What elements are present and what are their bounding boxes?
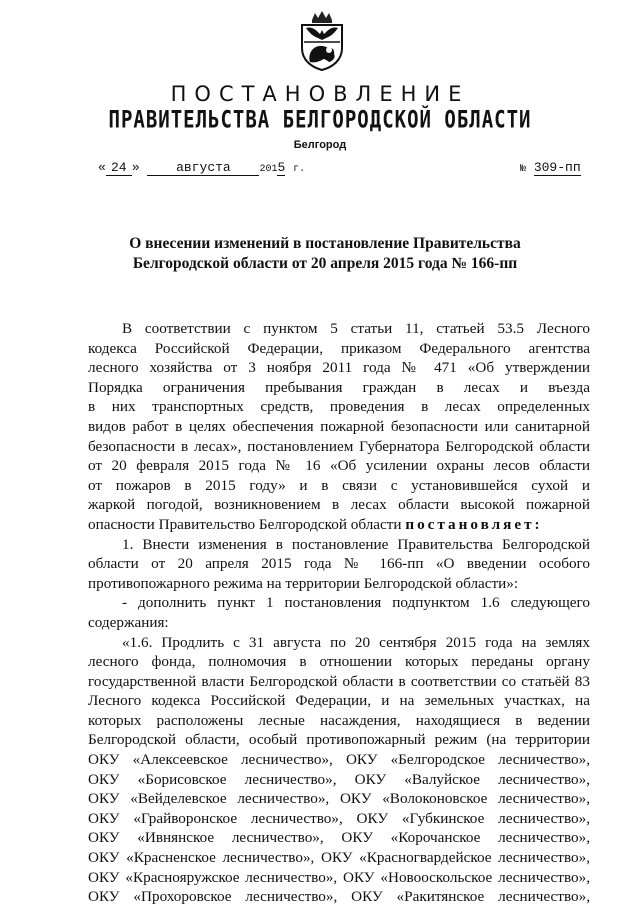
document-heading bbox=[60, 234, 590, 274]
body-line: безопасности в лесах», постановлением Губернатора Белгородской области bbox=[88, 437, 590, 455]
body-line: - дополнить пункт 1 постановления подпунктом 1.6 следующего bbox=[122, 594, 590, 612]
body-line: жаркой погодой, возникновением в лесах области высокой пожарной bbox=[88, 496, 590, 514]
date-year-prefix: 201 bbox=[259, 164, 278, 175]
body-line: В соответствии с пунктом 5 статьи 11, статьей 53.5 Лесного bbox=[122, 320, 590, 337]
body-line: в них транспортных средств, проведения в лесах определенных bbox=[88, 398, 590, 416]
heading-line-1: О внесении изменений в постановление Правительства bbox=[129, 235, 521, 252]
body-line: Лесного кодекса Российской Федерации, и на земельных участках, на bbox=[88, 692, 590, 710]
body-line: ОКУ «Красненское лесничество», ОКУ «Красногвардейское лесничество», bbox=[88, 849, 590, 867]
coat-of-arms-emblem-icon bbox=[298, 10, 346, 72]
body-line: ОКУ «Ивнянское лесничество», ОКУ «Корочанское лесничество», bbox=[88, 829, 590, 847]
body-line: от 20 февраля 2015 года № 16 «Об усилении охраны лесов области bbox=[88, 457, 590, 475]
document-number bbox=[520, 160, 581, 176]
body-line-text: опасности Правительство Белгородской области bbox=[88, 515, 402, 533]
heading-line-2: Белгородской области от 20 апреля 2015 года № 166-пп bbox=[132, 255, 518, 272]
date-close-quote: » bbox=[131, 160, 140, 175]
body-line: ОКУ «Грайворонское лесничество», ОКУ «Губкинское лесничество», bbox=[88, 809, 590, 827]
body-line-resolve bbox=[88, 515, 590, 535]
body-line: кодекса Российской Федерации, приказом Федерального агентства bbox=[88, 339, 590, 357]
date-open-quote: « bbox=[98, 160, 106, 175]
number-value: 309-пп bbox=[533, 160, 581, 175]
body-line: 1. Внести изменения в постановление Правительства Белгородской bbox=[122, 535, 590, 553]
body-line: ОКУ «Борисовское лесничество», ОКУ «Валуйское лесничество», bbox=[88, 770, 590, 788]
body-line: ОКУ «Вейделевское лесничество», ОКУ «Волоконовское лесничество», bbox=[88, 790, 590, 808]
body-line: «1.6. Продлить с 31 августа по 20 сентября 2015 года на землях bbox=[122, 633, 590, 651]
body-line: ОКУ «Краснояружское лесничество», ОКУ «Новооскольское лесничество», bbox=[88, 868, 590, 886]
date-year-unit: г. bbox=[293, 164, 306, 175]
document-type-title: ПОСТАНОВЛЕНИЕ bbox=[170, 82, 470, 106]
document-date bbox=[98, 160, 305, 176]
body-line: от пожаров в 2015 году» и в связи с установившейся сухой и bbox=[88, 476, 590, 494]
date-year-suffix: 5 bbox=[277, 160, 286, 175]
document-body bbox=[88, 319, 590, 907]
issuing-authority-title: ПРАВИТЕЛЬСТВА БЕЛГОРОДСКОЙ ОБЛАСТИ bbox=[108, 106, 532, 134]
body-line: Порядка ограничения пребывания граждан в лесах и въезда bbox=[88, 378, 590, 396]
body-line: Белгородской области, особый противопожарный режим (на территории bbox=[88, 731, 590, 749]
body-line: содержания: bbox=[88, 613, 169, 631]
body-line: ОКУ «Прохоровское лесничество», ОКУ «Ракитянское лесничество», bbox=[88, 888, 590, 906]
number-label: № bbox=[520, 164, 527, 175]
body-line: видов работ в целях обеспечения пожарной безопасности или санитарной bbox=[88, 417, 590, 435]
body-line: государственной власти Белгородской области в соответствии со статьёй 83 bbox=[88, 672, 590, 690]
body-line: ОКУ «Алексеевское лесничество», ОКУ «Белгородское лесничество», bbox=[88, 751, 590, 769]
city-name: Белгород bbox=[293, 139, 347, 151]
date-month: августа bbox=[147, 160, 259, 176]
body-line: которых расположены лесные насаждения, находящиеся в ведении bbox=[88, 711, 590, 729]
body-line: противопожарного режима на территории Белгородской области»: bbox=[88, 574, 519, 592]
body-line: лесного хозяйства от 3 ноября 2011 года № 471 «Об утверждении bbox=[88, 359, 590, 377]
body-line: лесного фонда, полномочия в отношении которых переданы органу bbox=[88, 653, 590, 671]
date-day: 24 bbox=[106, 160, 132, 176]
body-line: области от 20 апреля 2015 года № 166-пп «О введении особого bbox=[88, 555, 590, 573]
resolve-word: постановляет: bbox=[405, 515, 543, 533]
